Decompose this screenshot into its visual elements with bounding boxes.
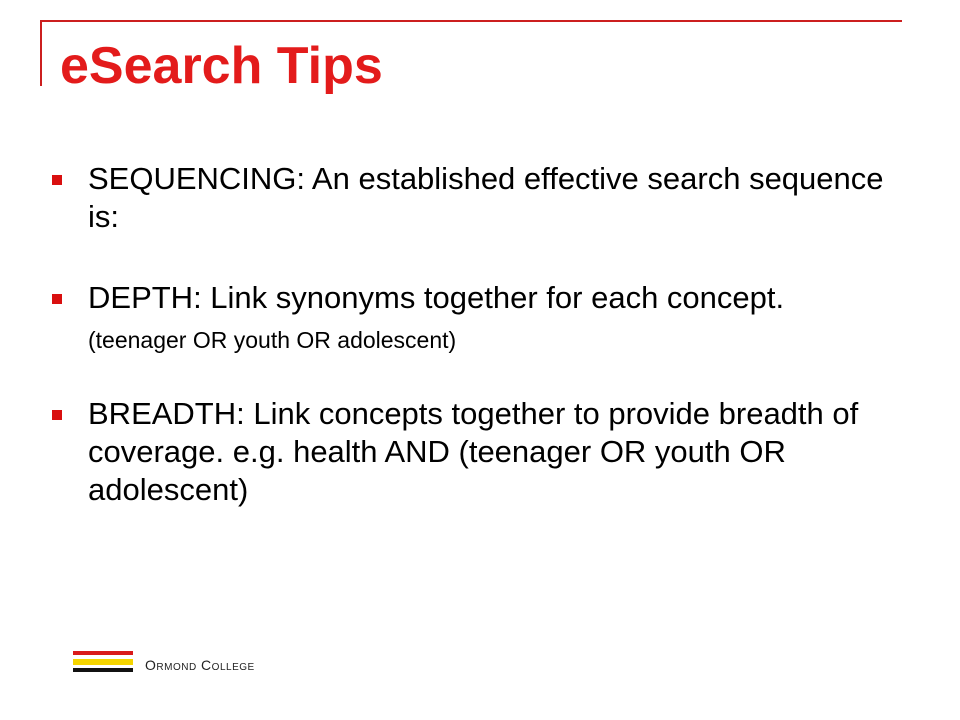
logo-text: Ormond College	[145, 657, 255, 673]
bullet-square-icon	[52, 175, 62, 185]
bullet-item-breadth	[52, 395, 892, 509]
logo-stripes-icon	[73, 651, 133, 675]
bullet-square-icon	[52, 294, 62, 304]
bullet-item-depth	[52, 279, 892, 355]
bullet-text-breadth: BREADTH: Link concepts together to provide breadth of coverage. e.g. health AND (teenager OR youth OR adolescent)	[88, 396, 859, 507]
slide-title: eSearch Tips	[60, 37, 383, 95]
bullet-text-depth: DEPTH: Link synonyms together for each concept.	[88, 280, 785, 315]
bullet-text-sequencing: SEQUENCING: An established effective search sequence is:	[88, 161, 884, 234]
depth-example: (teenager OR youth OR adolescent)	[88, 327, 457, 353]
frame-left-line	[40, 20, 42, 86]
bullet-square-icon	[52, 410, 62, 420]
bullet-list	[52, 160, 892, 509]
frame-top-line	[40, 20, 902, 22]
college-logo	[73, 651, 293, 677]
logo-stripe-black	[73, 668, 133, 672]
logo-stripe-red	[73, 651, 133, 655]
bullet-item-sequencing	[52, 160, 892, 236]
logo-stripe-yellow	[73, 659, 133, 665]
